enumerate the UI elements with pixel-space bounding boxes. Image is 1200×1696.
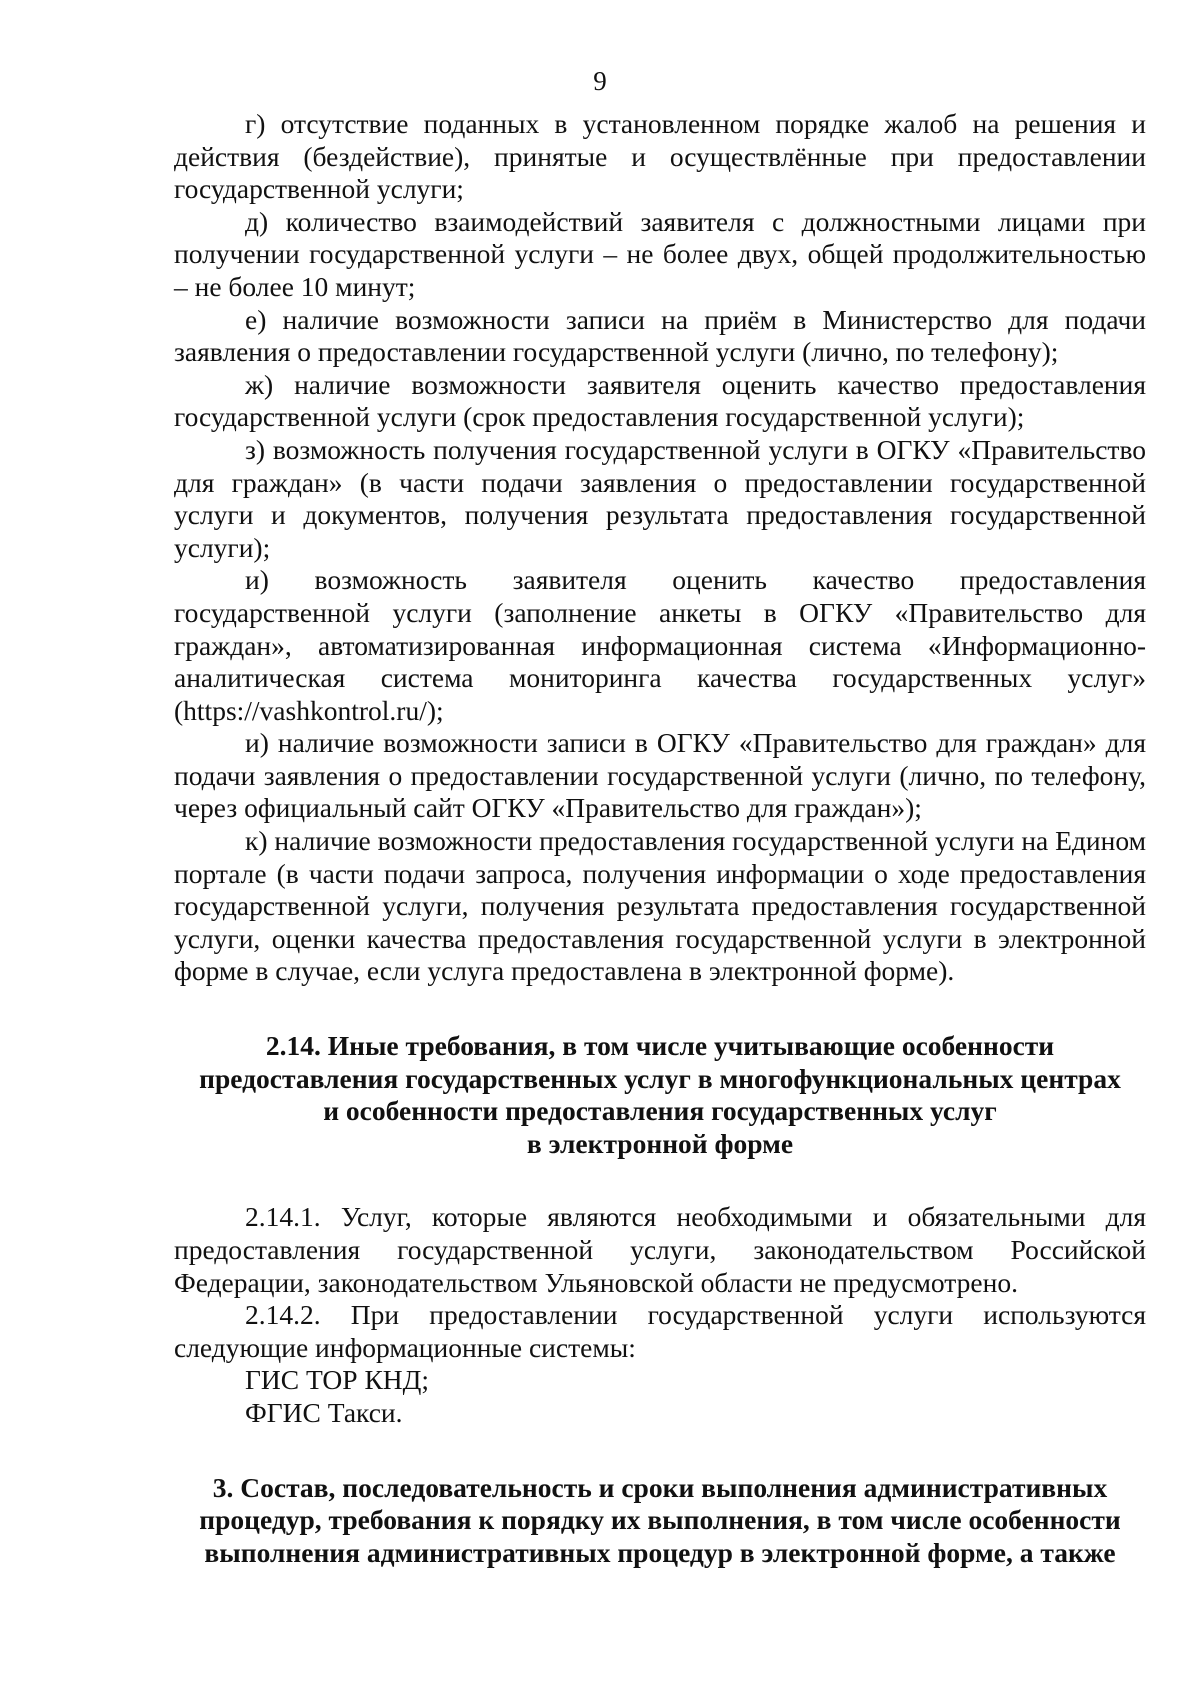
spacer — [174, 1160, 1146, 1201]
system-item: ФГИС Такси. — [245, 1396, 403, 1428]
page-number: 9 — [593, 66, 607, 96]
paragraph-zh: ж) наличие возможности заявителя оценить качество предоставления государственной услуги (срок предоставления государственной услуги); — [174, 368, 1146, 433]
paragraph-g: г) отсутствие поданных в установленном порядке жалоб на решения и действия (бездействие), принятые и осуществлённые при предоставлении государственной услуги; — [174, 108, 1146, 205]
heading-line: процедур, требования к порядку их выполнения, в том числе особенности — [199, 1504, 1121, 1536]
paragraph-i-1: и) возможность заявителя оценить качество предоставления государственной услуги (заполнение анкеты в ОГКУ «Правительство для граждан», автоматизированная информационная система «Информационно-аналитическая система мониторинга качества государственных услуг» (https://vashkontrol.ru/); — [174, 564, 1146, 726]
heading-line: 2.14. Иные требования, в том числе учитывающие особенности — [265, 1030, 1055, 1062]
heading-line: в электронной форме — [526, 1127, 794, 1159]
document-body — [174, 108, 1146, 1569]
paragraph-2-14-1: 2.14.1. Услуг, которые являются необходимыми и обязательными для предоставления государственной услуги, законодательством Российской Федерации, законодательством Ульяновской области не предусмотрено. — [174, 1201, 1146, 1298]
paragraph-e: е) наличие возможности записи на приём в Министерство для подачи заявления о предоставлении государственной услуги (лично, по телефону); — [174, 303, 1146, 368]
spacer — [174, 988, 1146, 1030]
system-item: ГИС ТОР КНД; — [245, 1364, 430, 1396]
section-heading-2-14 — [174, 1030, 1146, 1160]
paragraph-i-2: и) наличие возможности записи в ОГКУ «Правительство для граждан» для подачи заявления о предоставлении государственной услуги (лично, по телефону, через официальный сайт ОГКУ «Правительство для граждан»); — [174, 727, 1146, 824]
section-heading-3 — [174, 1472, 1146, 1570]
heading-line: выполнения административных процедур в электронной форме, а также — [204, 1536, 1116, 1568]
paragraph-2-14-2: 2.14.2. При предоставлении государственной услуги используются следующие информационные системы: — [174, 1299, 1146, 1363]
heading-line: и особенности предоставления государственных услуг — [323, 1095, 997, 1127]
heading-line: 3. Состав, последовательность и сроки выполнения административных — [212, 1471, 1108, 1503]
paragraph-k: к) наличие возможности предоставления государственной услуги на Едином портале (в части подачи запроса, получения информации о ходе предоставления государственной услуги, получения результата предоставления государственной услуги, оценки качества предоставления государственной услуги в электронной форме в случае, если услуга предоставлена в электронной форме). — [174, 825, 1146, 987]
paragraph-d: д) количество взаимодействий заявителя с должностными лицами при получении государственной услуги – не более двух, общей продолжительностью – не более 10 минут; — [174, 205, 1146, 302]
heading-line: предоставления государственных услуг в многофункциональных центрах — [199, 1062, 1121, 1094]
spacer — [174, 1430, 1146, 1472]
paragraph-z: з) возможность получения государственной услуги в ОГКУ «Правительство для граждан» (в части подачи заявления о предоставлении государственной услуги и документов, получения результата предоставления государственной услуги); — [174, 433, 1146, 563]
